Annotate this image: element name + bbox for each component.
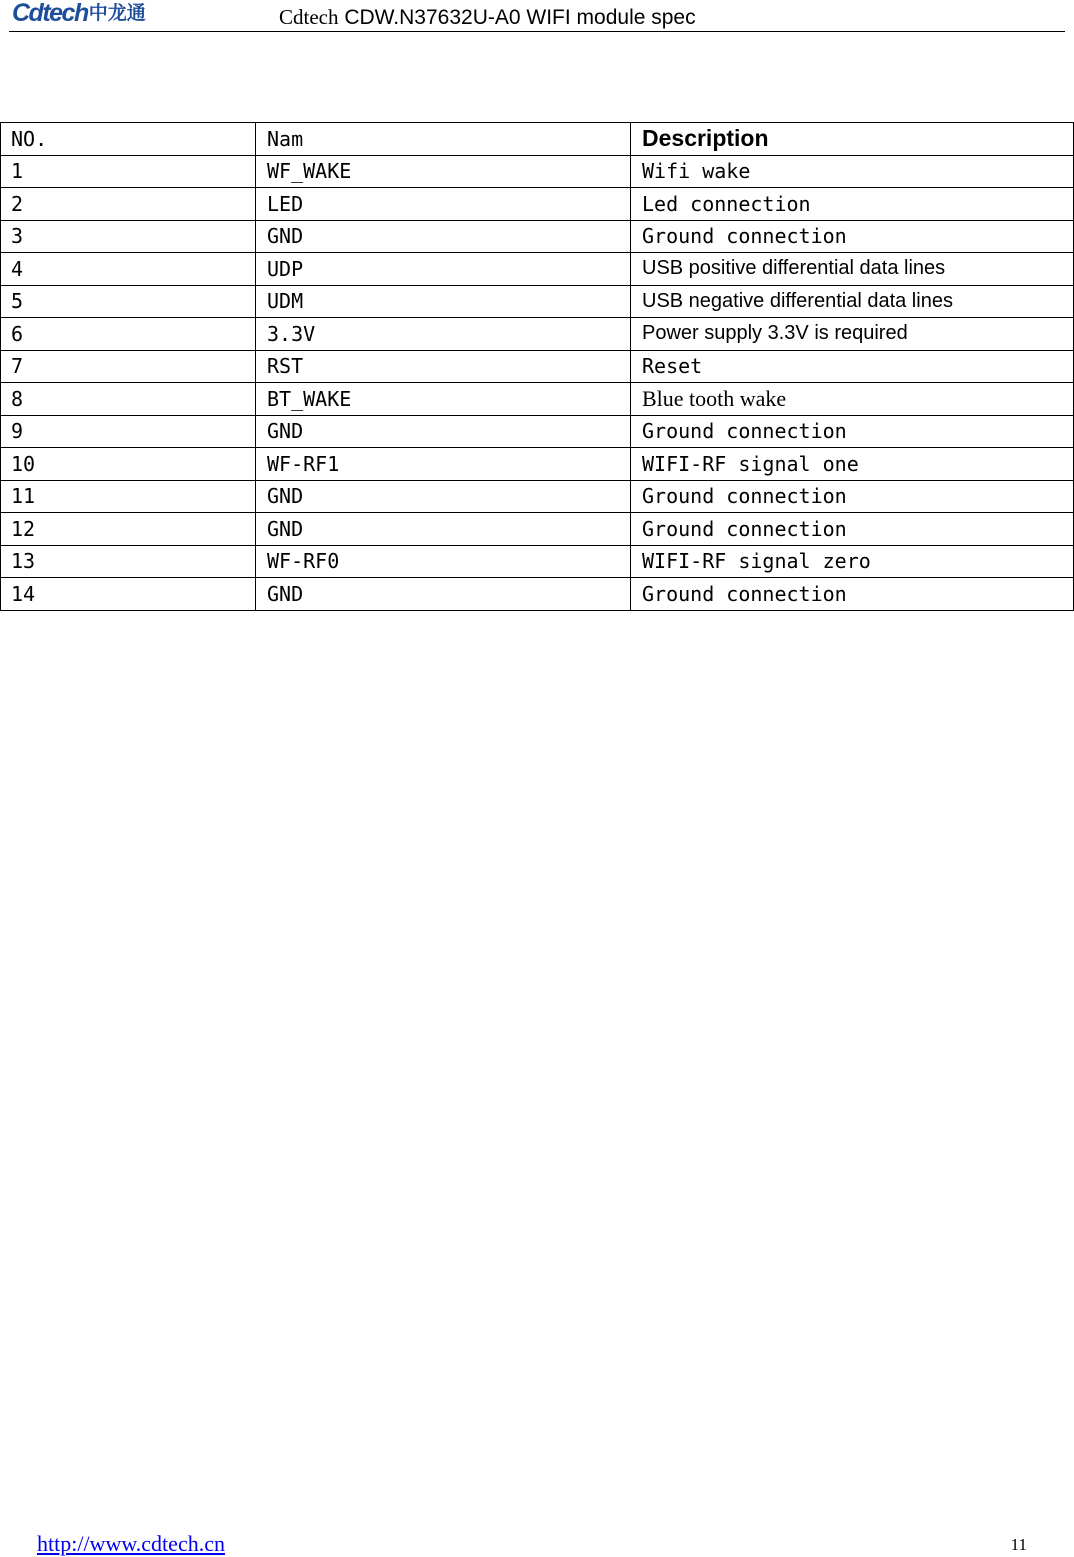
pin-number: 7: [1, 350, 256, 383]
logo-cjk-text: 中龙通: [88, 2, 146, 24]
document-title: [279, 4, 696, 31]
table-row: [1, 253, 1074, 286]
pin-name: GND: [256, 480, 631, 513]
table-header-row: [1, 123, 1074, 156]
pin-description: WIFI-RF signal zero: [631, 545, 1074, 578]
pin-name: GND: [256, 415, 631, 448]
pin-table: [0, 122, 1074, 611]
table-row: [1, 578, 1074, 611]
pin-description: Ground connection: [631, 578, 1074, 611]
pin-description: USB positive differential data lines: [631, 253, 1074, 286]
pin-number: 2: [1, 188, 256, 221]
pin-name: UDP: [256, 253, 631, 286]
pin-description: Blue tooth wake: [631, 383, 1074, 416]
header-divider: [9, 31, 1065, 32]
pin-name: GND: [256, 220, 631, 253]
pin-name: UDM: [256, 285, 631, 318]
column-header-no: NO.: [1, 123, 256, 156]
table-row: [1, 350, 1074, 383]
pin-number: 11: [1, 480, 256, 513]
document-title-rest: CDW.N37632U-A0 WIFI module spec: [338, 6, 696, 29]
document-title-brand: Cdtech: [279, 5, 339, 29]
pin-description: Ground connection: [631, 513, 1074, 546]
pin-number: 8: [1, 383, 256, 416]
company-logo: [12, 0, 146, 26]
pin-name: GND: [256, 578, 631, 611]
pin-description: Wifi wake: [631, 155, 1074, 188]
pin-number: 5: [1, 285, 256, 318]
table-row: [1, 480, 1074, 513]
pin-number: 6: [1, 318, 256, 351]
pin-name: WF_WAKE: [256, 155, 631, 188]
table-row: [1, 188, 1074, 221]
pin-description: USB negative differential data lines: [631, 285, 1074, 318]
pin-name: 3.3V: [256, 318, 631, 351]
pin-number: 14: [1, 578, 256, 611]
pin-name: LED: [256, 188, 631, 221]
pin-description: Power supply 3.3V is required: [631, 318, 1074, 351]
pin-description: Led connection: [631, 188, 1074, 221]
page-number: 11: [1010, 1535, 1027, 1554]
pin-number: 9: [1, 415, 256, 448]
pin-number: 13: [1, 545, 256, 578]
pin-name: RST: [256, 350, 631, 383]
footer-website-link[interactable]: http://www.cdtech.cn: [37, 1531, 225, 1556]
table-row: [1, 318, 1074, 351]
pin-number: 1: [1, 155, 256, 188]
table-row: [1, 448, 1074, 481]
pin-description: WIFI-RF signal one: [631, 448, 1074, 481]
pin-name: BT_WAKE: [256, 383, 631, 416]
table-row: [1, 220, 1074, 253]
column-header-description: Description: [631, 123, 1074, 156]
pin-description: Ground connection: [631, 220, 1074, 253]
pin-number: 10: [1, 448, 256, 481]
table-row: [1, 513, 1074, 546]
pin-number: 3: [1, 220, 256, 253]
pin-description: Reset: [631, 350, 1074, 383]
table-row: [1, 285, 1074, 318]
pin-number: 4: [1, 253, 256, 286]
table-row: [1, 545, 1074, 578]
pin-name: GND: [256, 513, 631, 546]
pin-name: WF-RF1: [256, 448, 631, 481]
column-header-name: Nam: [256, 123, 631, 156]
pin-number: 12: [1, 513, 256, 546]
table-row: [1, 383, 1074, 416]
table-row: [1, 415, 1074, 448]
table-row: [1, 155, 1074, 188]
pin-description: Ground connection: [631, 415, 1074, 448]
pin-description: Ground connection: [631, 480, 1074, 513]
pin-name: WF-RF0: [256, 545, 631, 578]
logo-latin-text: Cdtech: [12, 0, 88, 27]
